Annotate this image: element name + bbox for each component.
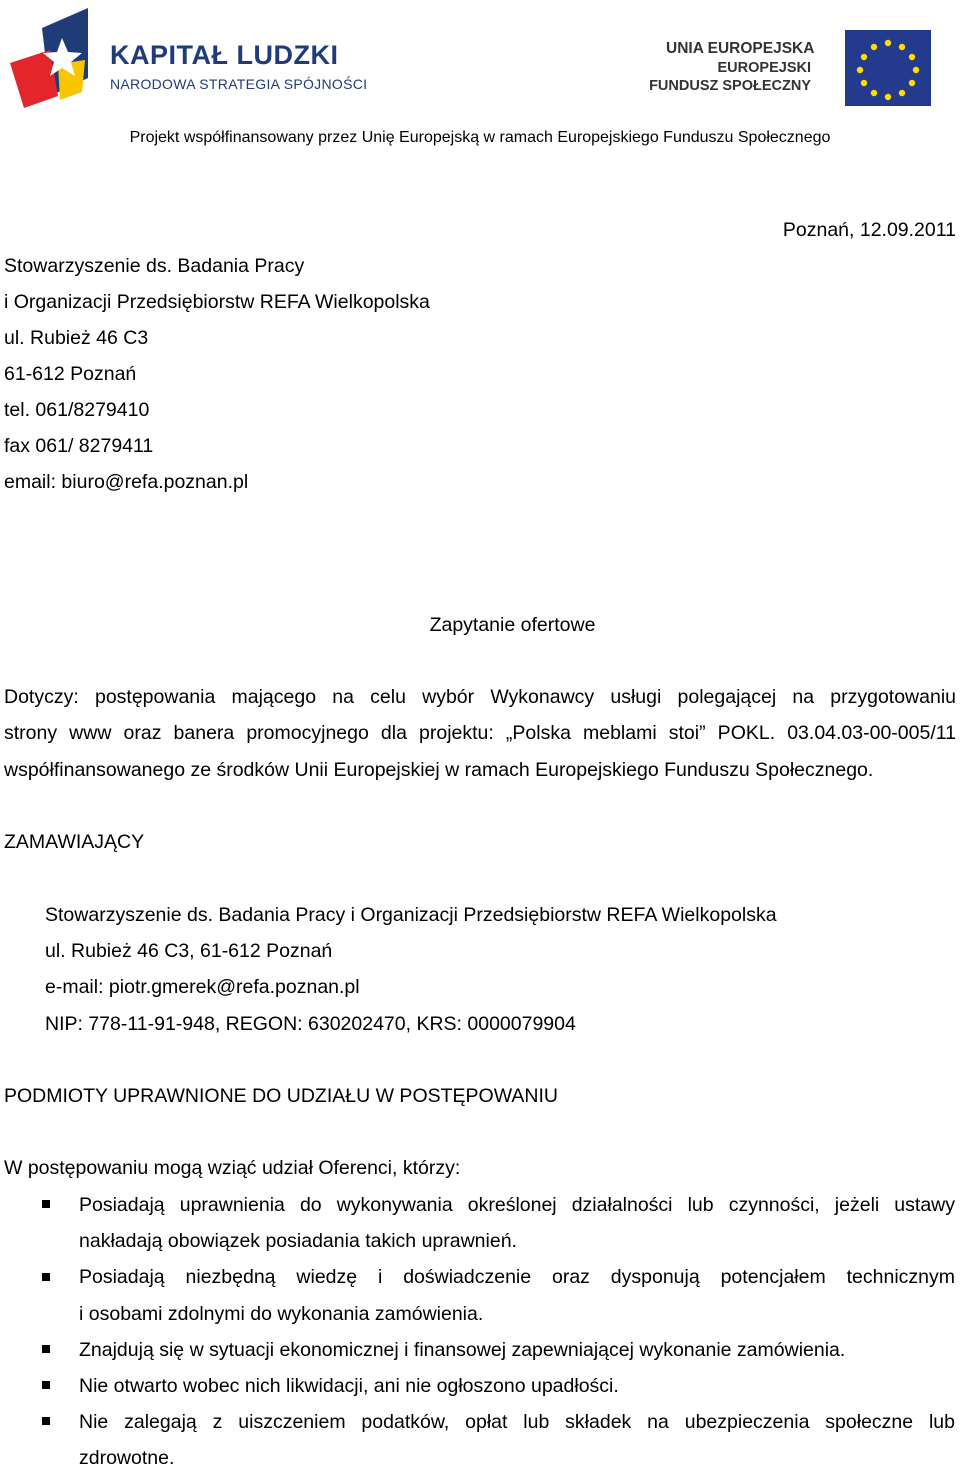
ordering-line: Stowarzyszenie ds. Badania Pracy i Organizacji Przedsiębiorstw REFA Wielkopolska <box>45 904 777 926</box>
document-title: Zapytanie ofertowe <box>429 614 596 636</box>
eligible-intro: W postępowaniu mogą wziąć udział Oferenci, którzy: <box>4 1157 461 1179</box>
kl-logo-subtitle: NARODOWA STRATEGIA SPÓJNOŚCI <box>110 76 368 92</box>
sender-line: i Organizacji Przedsiębiorstw REFA Wielkopolska <box>4 291 430 313</box>
bullet-item-3: Znajdują się w sytuacji ekonomicznej i finansowej zapewniającej wykonanie zamówienia. <box>79 1339 846 1361</box>
sender-line: tel. 061/8279410 <box>4 399 150 421</box>
bullet-square-icon <box>42 1417 50 1425</box>
subject-label: Dotyczy: <box>4 686 79 708</box>
subject-line-1 <box>4 686 956 708</box>
ordering-ids: NIP: 778-11-91-948, REGON: 630202470, KRS: 0000079904 <box>45 1013 576 1035</box>
eligible-heading: PODMIOTY UPRAWNIONE DO UDZIAŁU W POSTĘPOWANIU <box>4 1085 558 1107</box>
bullet-item-2-line-1: Posiadają niezbędną wiedzę i doświadczenie oraz dysponują potencjałem technicznym <box>79 1266 955 1288</box>
subject-text: postępowania mającego na celu wybór Wykonawcy usługi polegającej na przygotowaniu <box>94 686 956 708</box>
bullet-item-1-line-2: nakładają obowiązek posiadania takich uprawnień. <box>79 1230 517 1252</box>
kl-logo-title: KAPITAŁ LUDZKI <box>110 40 339 70</box>
bullet-item-5-line-2: zdrowotne. <box>79 1447 175 1469</box>
subject-line-3: współfinansowanego ze środków Unii Europejskiej w ramach Europejskiego Funduszu Społecznego. <box>4 759 874 781</box>
sender-email: email: biuro@refa.poznan.pl <box>4 471 249 493</box>
bullet-item-4: Nie otwarto wobec nich likwidacji, ani nie ogłoszono upadłości. <box>79 1375 619 1397</box>
sender-line: ul. Rubież 46 C3 <box>4 327 149 349</box>
bullet-item-5-line-1: Nie zalegają z uiszczeniem podatków, opłat lub składek na ubezpieczenia społeczne lub <box>79 1411 955 1433</box>
sender-line: fax 061/ 8279411 <box>4 435 154 457</box>
eu-logo-line1: UNIA EUROPEJSKA <box>666 40 815 57</box>
cofinance-note: Projekt współfinansowany przez Unię Europejską w ramach Europejskiego Funduszu Społecznego <box>129 129 831 146</box>
ordering-line: ul. Rubież 46 C3, 61-612 Poznań <box>45 940 333 962</box>
bullet-square-icon <box>42 1200 50 1208</box>
bullet-square-icon <box>42 1381 50 1389</box>
bullet-item-2-line-2: i osobami zdolnymi do wykonania zamówienia. <box>79 1303 484 1325</box>
eu-logo-line3: FUNDUSZ SPOŁECZNY <box>649 78 811 94</box>
ordering-heading: ZAMAWIAJĄCY <box>4 831 145 853</box>
ordering-email: e-mail: piotr.gmerek@refa.poznan.pl <box>45 976 360 998</box>
bullet-square-icon <box>42 1273 50 1281</box>
bullet-item-1-line-1: Posiadają uprawnienia do wykonywania określonej działalności lub czynności, jeżeli ustawy <box>79 1194 955 1216</box>
eu-logo-line2: EUROPEJSKI <box>717 60 811 76</box>
letter-date: Poznań, 12.09.2011 <box>782 219 956 241</box>
sender-line: 61-612 Poznań <box>4 363 137 385</box>
bullet-square-icon <box>42 1345 50 1353</box>
subject-line-2: strony www oraz banera promocyjnego dla projektu: „Polska meblami stoi” POKL. 03.04.03-00-005/11 <box>4 722 956 744</box>
sender-line: Stowarzyszenie ds. Badania Pracy <box>4 255 305 277</box>
